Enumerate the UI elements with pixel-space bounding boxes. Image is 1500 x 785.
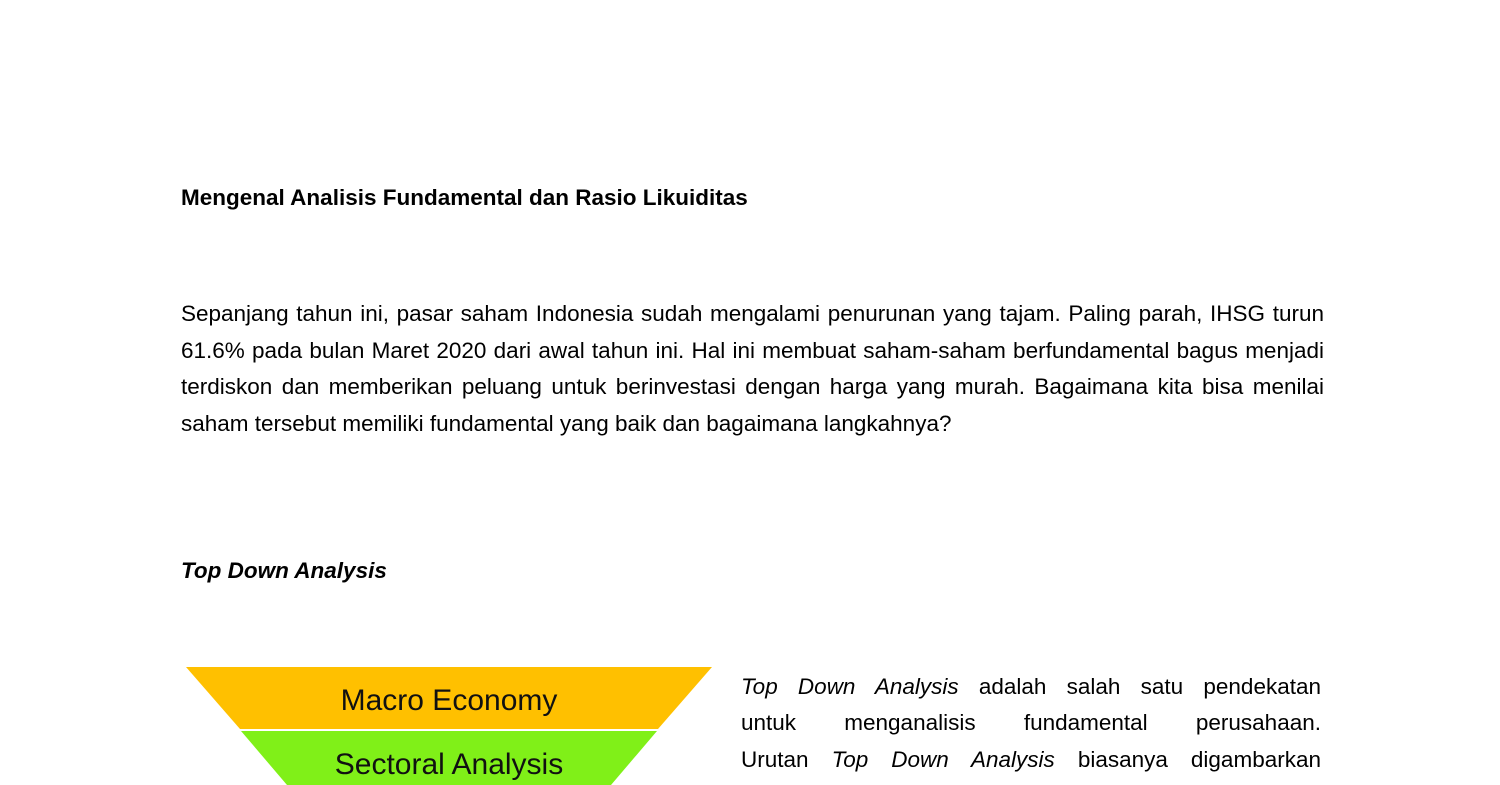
document-title: Mengenal Analisis Fundamental dan Rasio Likuiditas: [181, 185, 748, 210]
description-line-1-text: adalah salah satu pendekatan: [958, 674, 1321, 699]
funnel-svg: [186, 667, 712, 785]
description-term-top-down-2: Top Down Analysis: [831, 746, 1055, 772]
description-line-3: [741, 742, 1321, 778]
top-down-description: [741, 669, 1321, 778]
funnel-label-macro-economy: Macro Economy: [340, 684, 558, 717]
intro-paragraph: Sepanjang tahun ini, pasar saham Indonesia sudah mengalami penurunan yang tajam. Paling parah, IHSG turun 61.6% pada bulan Maret 2020 dari awal tahun ini. Hal ini membuat saham-saham berfundamental bagus menjadi terdiskon dan memberikan peluang untuk berinvestasi dengan harga yang murah. Bagaimana kita bisa menilai saham tersebut memiliki fundamental yang baik dan bagaimana langkahnya?: [181, 301, 1324, 436]
top-down-funnel-diagram: [186, 667, 712, 785]
section-heading-top-down: Top Down Analysis: [181, 558, 387, 583]
description-term-top-down-1: Top Down Analysis: [741, 674, 959, 699]
description-line-2: untuk menganalisis fundamental perusahaan.: [741, 710, 1321, 736]
description-line-3-text: biasanya digambarkan: [1054, 746, 1321, 772]
funnel-label-sectoral-analysis: Sectoral Analysis: [334, 748, 564, 781]
description-line-3-start: Urutan: [741, 746, 832, 772]
description-line-1: [741, 669, 1321, 705]
